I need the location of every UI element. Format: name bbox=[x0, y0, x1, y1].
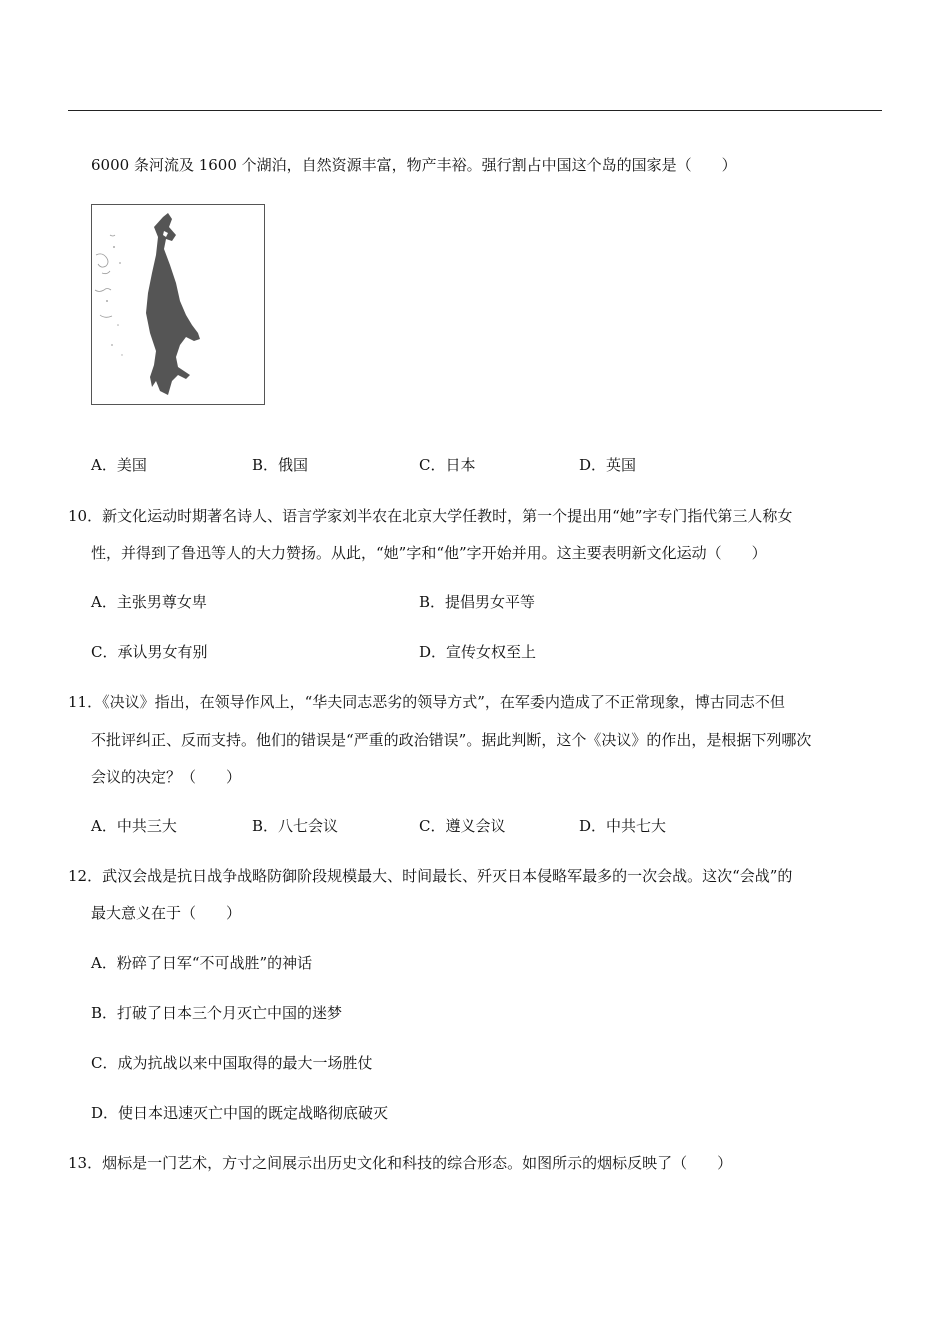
q11-option-d[interactable]: D．中共七大 bbox=[579, 817, 667, 835]
q10-option-b[interactable]: B．提倡男女平等 bbox=[419, 593, 536, 611]
q10-option-d[interactable]: D．宣传女权至上 bbox=[419, 643, 537, 661]
q9-option-a[interactable]: A．美国 bbox=[91, 456, 147, 474]
q9-option-b[interactable]: B．俄国 bbox=[252, 456, 309, 474]
q11-stem-line2: 不批评纠正、反而支持。他们的错误是“严重的政治错误”。据此判断，这个《决议》的作出，是根据下列哪次 bbox=[91, 731, 812, 749]
q11-option-a[interactable]: A．中共三大 bbox=[91, 817, 177, 835]
q13-stem-line1: 13．烟标是一门艺术，方寸之间展示出历史文化和科技的综合形态。如图所示的烟标反映了（ ） bbox=[68, 1154, 733, 1172]
q12-stem-line2: 最大意义在于（ ） bbox=[91, 904, 242, 922]
island-map-image bbox=[91, 204, 265, 405]
header-rule bbox=[68, 110, 882, 111]
q12-option-c[interactable]: C．成为抗战以来中国取得的最大一场胜仗 bbox=[91, 1054, 373, 1072]
q10-option-c[interactable]: C．承认男女有别 bbox=[91, 643, 208, 661]
q11-option-b[interactable]: B．八七会议 bbox=[252, 817, 339, 835]
q9-option-d[interactable]: D．英国 bbox=[579, 456, 637, 474]
island-map-icon bbox=[92, 205, 264, 404]
q9-stem-tail: 6000 条河流及 1600 个湖泊，自然资源丰富，物产丰裕。强行割占中国这个岛的国家是（ ） bbox=[91, 156, 737, 174]
q12-option-a[interactable]: A．粉碎了日军“不可战胜”的神话 bbox=[91, 954, 313, 972]
q9-option-c[interactable]: C．日本 bbox=[419, 456, 476, 474]
q12-option-d[interactable]: D．使日本迅速灭亡中国的既定战略彻底破灭 bbox=[91, 1104, 389, 1122]
q11-option-c[interactable]: C．遵义会议 bbox=[419, 817, 506, 835]
q11-stem-line3: 会议的决定？（ ） bbox=[91, 768, 242, 786]
q10-option-a[interactable]: A．主张男尊女卑 bbox=[91, 593, 207, 611]
q12-stem-line1: 12．武汉会战是抗日战争战略防御阶段规模最大、时间最长、歼灭日本侵略军最多的一次会战。这次“会战”的 bbox=[68, 867, 793, 885]
q10-stem-line2: 性，并得到了鲁迅等人的大力赞扬。从此，“她”字和“他”字开始并用。这主要表明新文化运动（ ） bbox=[91, 544, 767, 562]
q10-stem-line1: 10．新文化运动时期著名诗人、语言学家刘半农在北京大学任教时，第一个提出用“她”字专门指代第三人称女 bbox=[68, 507, 793, 525]
q12-option-b[interactable]: B．打破了日本三个月灭亡中国的迷梦 bbox=[91, 1004, 343, 1022]
q11-stem-line1: 11．《决议》指出，在领导作风上，“华夫同志恶劣的领导方式”，在军委内造成了不正常现象，博古同志不但 bbox=[68, 693, 785, 711]
